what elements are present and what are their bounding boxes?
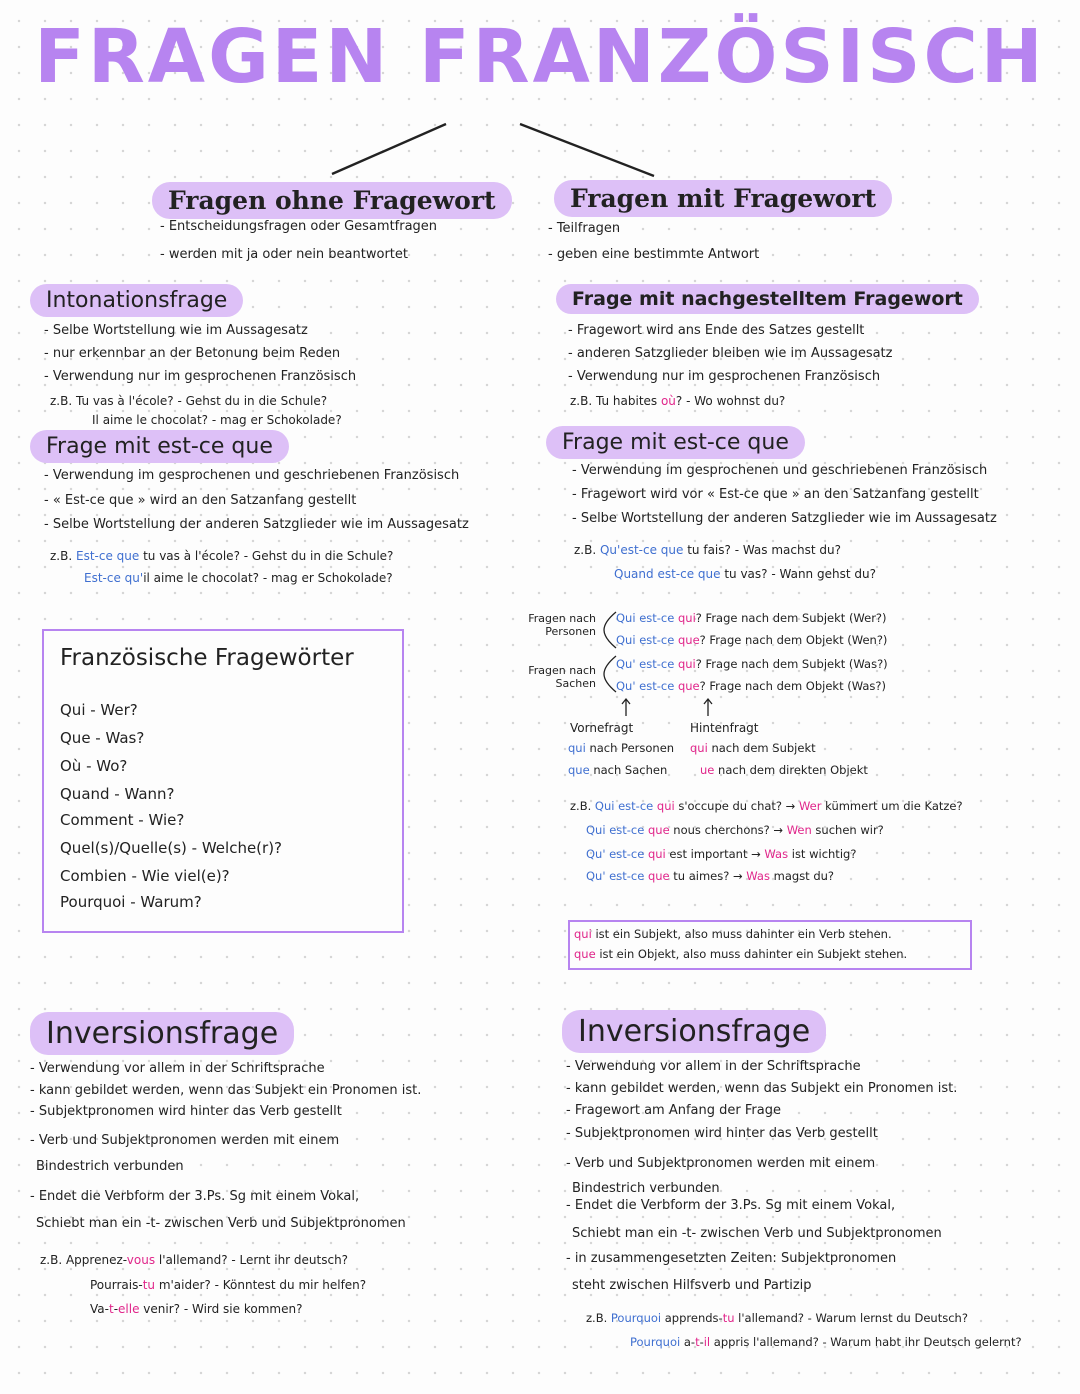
- example-text: l'allemand? - Warum lernst du Deutsch?: [734, 1311, 968, 1325]
- qui-word: qui: [647, 847, 666, 861]
- estce-right-line: - Fragewort wird vor « Est-ce que » an den Satzanfang gestellt: [572, 487, 979, 502]
- que-word: que: [568, 763, 590, 777]
- inversion-left-example: [90, 1299, 302, 1319]
- mit-line: - geben eine bestimmte Antwort: [548, 247, 760, 262]
- ohne-line: - Entscheidungsfragen oder Gesamtfragen: [160, 219, 438, 234]
- rule-line: [574, 944, 907, 964]
- inversion-left-line: - Verb und Subjektpronomen werden mit einem: [30, 1133, 340, 1148]
- example-text: apprends-: [661, 1311, 723, 1325]
- translation-word: Wer: [798, 799, 822, 813]
- pronoun-word: tu: [722, 1311, 735, 1325]
- connector-lines: [0, 0, 1080, 200]
- estce-right-example: [574, 540, 841, 560]
- inversion-left-line: - Endet die Verbform der 3.Ps. Sg mit einem Vokal,: [30, 1189, 360, 1204]
- label-sachen: Fragen nach Sachen: [528, 664, 596, 690]
- fragewort-item: Combien - Wie viel(e)?: [60, 867, 230, 885]
- heading-mit-fragewort: Fragen mit Fragewort: [554, 180, 892, 217]
- translation-word: Was: [746, 869, 770, 883]
- example-text: venir? - Wird sie kommen?: [139, 1302, 303, 1316]
- example-text: est important →: [665, 847, 765, 861]
- example-text: tu vas? - Wann gehst du?: [720, 567, 876, 581]
- que-word: que: [677, 633, 700, 647]
- row-text: ? Frage nach dem Subjekt (Was?): [695, 657, 888, 671]
- inversion-left-line: - Subjektpronomen wird hinter das Verb gestellt: [30, 1104, 342, 1119]
- qui-word: Qui: [586, 823, 606, 837]
- fragewoerter-box: [42, 629, 404, 933]
- inversion-left-line: Bindestrich verbunden: [36, 1159, 184, 1174]
- highlight-estce: Quand est-ce que: [614, 567, 721, 581]
- vorne-text: nach Sachen: [589, 763, 668, 777]
- inversion-right-example: [586, 1308, 968, 1328]
- example-text: z.B.: [574, 543, 600, 557]
- vorne-line: [568, 738, 674, 758]
- intonation-example: z.B. Tu vas à l'école? - Gehst du in die Schule?: [50, 394, 328, 408]
- estce-left-example: [84, 568, 393, 588]
- example-text: -: [699, 1335, 704, 1349]
- t-letter: t: [108, 1302, 114, 1316]
- estce-right-line: - Verwendung im gesprochenen und geschriebenen Französisch: [572, 463, 988, 478]
- intonation-line: - Selbe Wortstellung wie im Aussagesatz: [44, 323, 308, 338]
- t-letter: t: [695, 1335, 700, 1349]
- heading-ohne-fragewort: Fragen ohne Fragewort: [152, 182, 512, 219]
- inversion-right-line: - Subjektpronomen wird hinter das Verb gestellt: [566, 1126, 878, 1141]
- nachgestellt-line: - Verwendung nur im gesprochenen Französisch: [568, 369, 881, 384]
- pronoun-word: tu: [142, 1278, 155, 1292]
- heading-nachgestellt: Frage mit nachgestelltem Fragewort: [556, 284, 979, 314]
- example-text: Va-: [90, 1302, 109, 1316]
- heading-estce-left: Frage mit est-ce que: [30, 430, 289, 463]
- fragewort-item: Quand - Wann?: [60, 785, 175, 803]
- fragewoerter-heading: Französische Fragewörter: [60, 645, 354, 671]
- rule-text: ist ein Subjekt, also muss dahinter ein Verb stehen.: [591, 927, 892, 941]
- que-word: que: [647, 823, 670, 837]
- example-text: Pourrais-: [90, 1278, 143, 1292]
- qui-word: qui: [677, 611, 696, 625]
- qui-que-row: [616, 654, 888, 674]
- label-personen: Fragen nach Personen: [528, 612, 596, 638]
- inversion-right-line: - kann gebildet werden, wenn das Subjekt ein Pronomen ist.: [566, 1081, 958, 1096]
- intonation-line: - Verwendung nur im gesprochenen Französisch: [44, 369, 357, 384]
- estce-left-line: - Verwendung im gesprochenen und geschriebenen Französisch: [44, 468, 460, 483]
- que-word: que: [574, 947, 596, 961]
- estce-word: est-ce: [639, 679, 675, 693]
- inversion-right-line: - Verb und Subjektpronomen werden mit einem: [566, 1156, 876, 1171]
- qui-word: qui: [677, 657, 696, 671]
- heading-estce-right: Frage mit est-ce que: [546, 426, 805, 459]
- example-text: tu fais? - Was machst du?: [683, 543, 841, 557]
- example-text: tu vas à l'école? - Gehst du in die Schule?: [139, 549, 394, 563]
- section-inversion-left: [30, 1012, 294, 1055]
- nachgestellt-line: - Fragewort wird ans Ende des Satzes gestellt: [568, 323, 865, 338]
- que-word: Qu': [586, 869, 606, 883]
- section-nachgestellt: [556, 284, 979, 314]
- que-word: que: [647, 869, 670, 883]
- inversion-left-example: [40, 1250, 348, 1270]
- fragewort-item: Quel(s)/Quelle(s) - Welche(r)?: [60, 839, 283, 857]
- rule-box: [568, 920, 972, 970]
- example-text: z.B.: [586, 1311, 611, 1325]
- example-text: nous cherchons? →: [669, 823, 787, 837]
- section-mit-fragewort: [554, 180, 892, 217]
- hinten-text: nach dem Subjekt: [707, 741, 816, 755]
- qui-word: qui: [656, 799, 675, 813]
- estce-word: est-ce: [639, 611, 675, 625]
- row-text: ? Frage nach dem Objekt (Wen?): [699, 633, 888, 647]
- estce-word: est-ce: [609, 823, 645, 837]
- estce-right-example: [614, 564, 876, 584]
- example-text: appris l'allemand? - Warum habt ihr Deutsch gelernt?: [710, 1335, 1022, 1349]
- qui-word: qui: [690, 741, 708, 755]
- fragewort-item: Comment - Wie?: [60, 811, 185, 829]
- estce-left-example: [50, 546, 393, 566]
- qui-word: qui: [568, 741, 586, 755]
- rule-text: ist ein Objekt, also muss dahinter ein Subjekt stehen.: [595, 947, 908, 961]
- inversion-left-example: [90, 1275, 366, 1295]
- example-text: ist wichtig?: [788, 847, 857, 861]
- inversion-right-line: - Fragewort am Anfang der Frage: [566, 1103, 781, 1118]
- qui-word: Qui: [594, 799, 615, 813]
- vorne-line: [568, 760, 667, 780]
- highlight-fragewort: où: [660, 394, 676, 408]
- qui-word: Qui: [616, 611, 636, 625]
- estce-word: est-ce: [639, 657, 675, 671]
- nachgestellt-example: [570, 391, 785, 411]
- estce-word: est-ce: [618, 799, 654, 813]
- qui-que-row: [616, 676, 886, 696]
- inversion-right-line: Bindestrich verbunden: [572, 1181, 720, 1196]
- qui-que-row: [616, 630, 887, 650]
- qui-word: Qui: [616, 633, 636, 647]
- inversion-left-line: - kann gebildet werden, wenn das Subjekt ein Pronomen ist.: [30, 1083, 422, 1098]
- que-word: que: [677, 679, 700, 693]
- heading-inversion-right: Inversionsfrage: [562, 1010, 826, 1053]
- section-estce-right: [546, 426, 805, 459]
- inversion-right-line: - Endet die Verbform der 3.Ps. Sg mit einem Vokal,: [566, 1198, 896, 1213]
- inversion-right-line: - in zusammengesetzten Zeiten: Subjektpronomen: [566, 1251, 897, 1266]
- qui-que-example: [586, 844, 856, 864]
- fragewort-item: Qui - Wer?: [60, 701, 138, 719]
- example-text: m'aider? - Könntest du mir helfen?: [155, 1278, 367, 1292]
- inversion-right-line: Schiebt man ein -t- zwischen Verb und Subjektpronomen: [572, 1226, 942, 1241]
- mit-line: - Teilfragen: [548, 221, 621, 236]
- fragewort-item: Que - Was?: [60, 729, 145, 747]
- inversion-right-line: steht zwischen Hilfsverb und Partizip: [572, 1278, 812, 1293]
- example-text: il aime le chocolat? - mag er Schokolade?: [143, 571, 393, 585]
- section-estce-left: [30, 430, 289, 463]
- qui-que-example: [586, 866, 834, 886]
- inversion-left-line: Schiebt man ein -t- zwischen Verb und Subjektpronomen: [36, 1216, 406, 1231]
- example-text: l'allemand? - Lernt ihr deutsch?: [155, 1253, 349, 1267]
- example-text: suchen wir?: [811, 823, 884, 837]
- estce-left-line: - « Est-ce que » wird an den Satzanfang gestellt: [44, 493, 357, 508]
- ohne-line: - werden mit ja oder nein beantwortet: [160, 247, 408, 262]
- example-text: z.B.: [570, 799, 595, 813]
- highlight-estce: Est-ce que: [75, 549, 140, 563]
- pronoun-word: vous: [126, 1253, 156, 1267]
- row-text: ? Frage nach dem Subjekt (Wer?): [695, 611, 887, 625]
- estce-word: est-ce: [609, 847, 645, 861]
- highlight-estce: Qu'est-ce que: [599, 543, 684, 557]
- inversion-right-example: [630, 1332, 1022, 1352]
- hinten-line: [700, 760, 868, 780]
- qui-que-example: [570, 796, 963, 816]
- page-title: FRAGEN FRANZÖSISCH: [34, 14, 1046, 100]
- example-text: kümmert um die Katze?: [821, 799, 963, 813]
- estce-word: est-ce: [609, 869, 645, 883]
- qui-word: qui: [574, 927, 592, 941]
- arrow-icons: [614, 696, 724, 718]
- qui-que-example: [586, 820, 884, 840]
- example-text: s'occupe du chat? →: [674, 799, 799, 813]
- que-word: Qu': [586, 847, 606, 861]
- fragewort-word: Pourquoi: [610, 1311, 662, 1325]
- qui-que-row: [616, 608, 887, 628]
- inversion-right-line: - Verwendung vor allem in der Schriftsprache: [566, 1059, 861, 1074]
- hinten-line: [690, 738, 816, 758]
- example-text: z.B. Apprenez-: [40, 1253, 127, 1267]
- example-text: -: [113, 1302, 119, 1316]
- fragewort-word: Pourquoi: [630, 1335, 681, 1349]
- hinten-text: nach dem direkten Objekt: [714, 763, 868, 777]
- estce-right-line: - Selbe Wortstellung der anderen Satzglieder wie im Aussagesatz: [572, 511, 997, 526]
- fragewort-item: Pourquoi - Warum?: [60, 893, 202, 911]
- inversion-left-line: - Verwendung vor allem in der Schriftsprache: [30, 1061, 325, 1076]
- intonation-line: - nur erkennbar an der Betonung beim Reden: [44, 346, 341, 361]
- example-text: a-: [680, 1335, 696, 1349]
- section-intonation: [30, 284, 243, 317]
- nachgestellt-line: - anderen Satzglieder bleiben wie im Aussagesatz: [568, 346, 893, 361]
- example-text: tu aimes? →: [669, 869, 747, 883]
- fragewort-item: Où - Wo?: [60, 757, 128, 775]
- example-text: magst du?: [769, 869, 835, 883]
- que-word: Qu': [616, 679, 636, 693]
- translation-word: Was: [764, 847, 789, 861]
- row-text: ? Frage nach dem Objekt (Was?): [699, 679, 887, 693]
- translation-word: Wen: [786, 823, 812, 837]
- vorne-label: Vornefragt: [570, 721, 634, 735]
- vorne-text: nach Personen: [585, 741, 675, 755]
- rule-line: [574, 924, 892, 944]
- pronoun-word: il: [703, 1335, 711, 1349]
- estce-word: est-ce: [639, 633, 675, 647]
- example-text: z.B.: [50, 549, 76, 563]
- heading-inversion-left: Inversionsfrage: [30, 1012, 294, 1055]
- heading-intonation: Intonationsfrage: [30, 284, 243, 317]
- example-text: ? - Wo wohnst du?: [675, 394, 786, 408]
- section-inversion-right: [562, 1010, 826, 1053]
- intonation-example: Il aime le chocolat? - mag er Schokolade?: [92, 413, 342, 427]
- highlight-estce: Est-ce qu': [84, 571, 144, 585]
- estce-left-line: - Selbe Wortstellung der anderen Satzglieder wie im Aussagesatz: [44, 517, 469, 532]
- example-text: z.B. Tu habites: [570, 394, 661, 408]
- que-word: ue: [700, 763, 715, 777]
- section-ohne-fragewort: [152, 182, 512, 219]
- hinten-label: Hintenfragt: [690, 721, 759, 735]
- que-word: Qu': [616, 657, 636, 671]
- pronoun-word: elle: [118, 1302, 140, 1316]
